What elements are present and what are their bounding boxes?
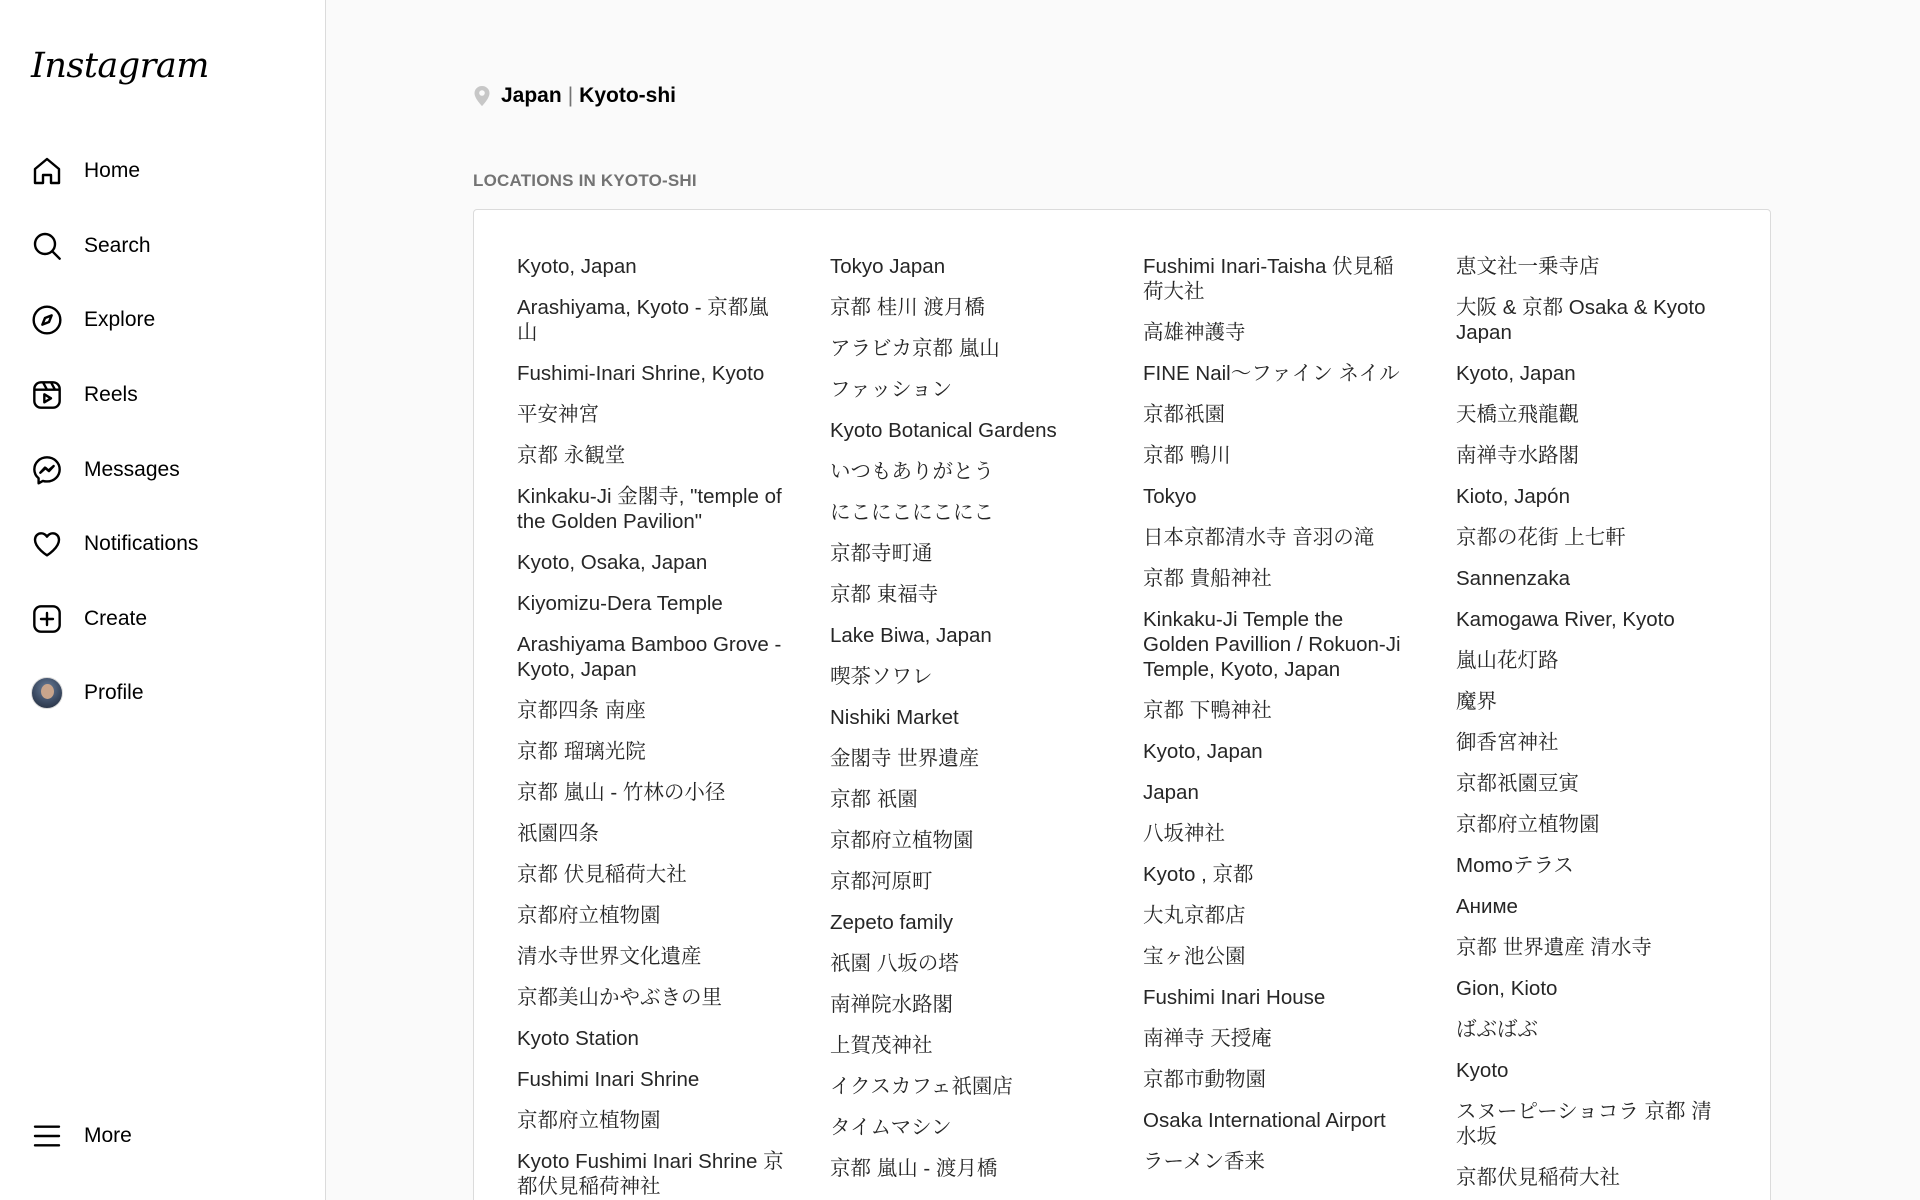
location-link[interactable]: 京都美山かやぶきの里	[517, 986, 722, 1009]
sidebar	[0, 0, 326, 1200]
location-link[interactable]: 南禅寺 天授庵	[1143, 1027, 1272, 1050]
location-link[interactable]: ラーメン香来	[1143, 1150, 1265, 1173]
location-link[interactable]: にこにこにこにこ	[830, 501, 994, 524]
location-link[interactable]: Arashiyama, Kyoto - 京都嵐山	[517, 296, 769, 344]
location-link[interactable]: 嵐山花灯路	[1456, 649, 1559, 672]
heart-icon	[30, 527, 64, 561]
location-link[interactable]: ばぶばぶ	[1456, 1018, 1538, 1041]
location-link[interactable]: Kyoto, Osaka, Japan	[517, 551, 708, 574]
location-link[interactable]: Kyoto , 京都	[1143, 863, 1254, 886]
location-link[interactable]: Fushimi Inari-Taisha 伏見稲荷大社	[1143, 255, 1394, 303]
location-link[interactable]: タイムマシン	[830, 1116, 952, 1139]
location-link[interactable]: 京都 世界遺産 清水寺	[1456, 936, 1652, 959]
location-link[interactable]: 京都祇園豆寅	[1456, 772, 1579, 795]
location-link[interactable]: Sannenzaka	[1456, 567, 1570, 590]
location-link[interactable]: 京都祇園	[1143, 403, 1225, 426]
location-link[interactable]: ファッション	[830, 378, 953, 401]
location-link[interactable]: 京都河原町	[830, 870, 933, 893]
location-link[interactable]: 金閣寺 世界遺産	[830, 747, 980, 770]
location-link[interactable]: 京都 東福寺	[830, 583, 939, 606]
breadcrumb-separator: |	[567, 84, 574, 107]
location-link[interactable]: 上賀茂神社	[830, 1034, 933, 1057]
locations-column-2	[830, 254, 1100, 1197]
location-link[interactable]: 京都 嵐山 - 竹林の小径	[517, 781, 726, 804]
location-link[interactable]: スヌーピーショコラ 京都 清水坂	[1456, 1100, 1712, 1148]
location-link[interactable]: 祇園四条	[517, 822, 599, 845]
location-link[interactable]: Kyoto, Japan	[517, 255, 637, 278]
location-link[interactable]: 京都 桂川 渡月橋	[830, 296, 985, 319]
location-link[interactable]: Fushimi Inari Shrine	[517, 1068, 700, 1091]
plus-square-icon	[30, 602, 64, 636]
sidebar-item-label: Create	[84, 607, 148, 630]
location-link[interactable]: 日本京都清水寺 音羽の滝	[1143, 526, 1375, 549]
locations-column-1	[517, 254, 787, 1200]
location-link[interactable]: 京都府立植物園	[1456, 813, 1600, 836]
location-link[interactable]: 京都 瑠璃光院	[517, 740, 646, 763]
sidebar-item-label: More	[84, 1124, 132, 1147]
locations-column-4	[1456, 254, 1726, 1200]
location-link[interactable]: 京都府立植物園	[517, 1109, 661, 1132]
location-link[interactable]: 京都 伏見稲荷大社	[517, 863, 687, 886]
location-link[interactable]: 京都 嵐山 - 渡月橋	[830, 1157, 998, 1180]
location-link[interactable]: Gion, Kioto	[1456, 977, 1558, 1000]
page-title	[473, 84, 676, 108]
sidebar-item-explore[interactable]	[16, 292, 310, 348]
sidebar-item-label: Search	[84, 234, 151, 257]
sidebar-item-search[interactable]	[16, 218, 310, 274]
search-icon	[30, 229, 64, 263]
location-link[interactable]: 高雄神護寺	[1143, 321, 1246, 344]
sidebar-item-label: Notifications	[84, 532, 199, 555]
location-link[interactable]: 大阪 & 京都 Osaka & Kyoto Japan	[1456, 296, 1706, 344]
sidebar-item-label: Profile	[84, 681, 144, 704]
location-link[interactable]: 京都 永観堂	[517, 444, 626, 467]
location-link[interactable]: 御香宮神社	[1456, 731, 1559, 754]
section-title: LOCATIONS IN KYOTO-SHI	[473, 171, 697, 190]
location-link[interactable]: 清水寺世界文化遺産	[517, 945, 702, 968]
location-link[interactable]: FINE Nail〜ファイン ネイル	[1143, 362, 1400, 385]
location-link[interactable]: Fushimi Inari House	[1143, 986, 1326, 1009]
location-link[interactable]: Kyoto Botanical Gardens	[830, 419, 1057, 442]
sidebar-item-messages[interactable]	[16, 442, 310, 498]
location-link[interactable]: Kiyomizu-Dera Temple	[517, 592, 723, 615]
avatar-icon	[30, 676, 64, 710]
location-link[interactable]: 京都の花街 上七軒	[1456, 526, 1626, 549]
sidebar-item-label: Home	[84, 159, 141, 182]
location-link[interactable]: Kinkaku-Ji 金閣寺, "temple of the Golden Pavilion"	[517, 485, 782, 533]
sidebar-item-label: Explore	[84, 308, 156, 331]
location-link[interactable]: Аниме	[1456, 895, 1518, 918]
location-link[interactable]: Lake Biwa, Japan	[830, 624, 992, 647]
sidebar-item-label: Messages	[84, 458, 180, 481]
compass-icon	[30, 303, 64, 337]
location-link[interactable]: 京都府立植物園	[830, 829, 974, 852]
location-link[interactable]: Kyoto, Japan	[1143, 740, 1263, 763]
locations-panel	[473, 209, 1771, 1200]
breadcrumb-city: Kyoto-shi	[579, 84, 676, 107]
sidebar-item-more[interactable]	[16, 1108, 310, 1164]
location-link[interactable]: Kyoto Fushimi Inari Shrine 京都伏見稲荷神社	[517, 1150, 784, 1198]
location-link[interactable]: 京都市動物園	[1143, 1068, 1266, 1091]
location-link[interactable]: Kyoto Station	[517, 1027, 639, 1050]
location-link[interactable]: 大丸京都店	[1143, 904, 1246, 927]
location-link[interactable]: Japan	[1143, 781, 1199, 804]
sidebar-item-profile[interactable]	[16, 665, 310, 721]
sidebar-item-reels[interactable]	[16, 367, 310, 423]
location-link[interactable]: 京都四条 南座	[517, 699, 646, 722]
sidebar-item-create[interactable]	[16, 591, 310, 647]
location-link[interactable]: Kyoto	[1456, 1059, 1509, 1082]
sidebar-item-notifications[interactable]	[16, 516, 310, 572]
location-link[interactable]: 恵文社一乗寺店	[1456, 255, 1600, 278]
location-link[interactable]: 八坂神社	[1143, 822, 1225, 845]
location-link[interactable]: Tokyo	[1143, 485, 1197, 508]
location-link[interactable]: Kyoto, Japan	[1456, 362, 1576, 385]
location-link[interactable]: 京都 鴨川	[1143, 444, 1231, 467]
location-link[interactable]: アラビカ京都 嵐山	[830, 337, 1000, 360]
location-link[interactable]: 天橋立飛龍觀	[1456, 403, 1579, 426]
location-link[interactable]: 京都伏見稲荷大社	[1456, 1166, 1620, 1189]
location-link[interactable]: 京都 下鴨神社	[1143, 699, 1272, 722]
location-link[interactable]: 平安神宮	[517, 403, 599, 426]
location-link[interactable]: Fushimi-Inari Shrine, Kyoto	[517, 362, 765, 385]
location-link[interactable]: Tokyo Japan	[830, 255, 946, 278]
location-link[interactable]: イクスカフェ祇園店	[830, 1075, 1013, 1098]
location-link[interactable]: 京都府立植物園	[517, 904, 661, 927]
hamburger-menu-icon	[30, 1119, 64, 1153]
location-pin-icon	[473, 85, 491, 107]
location-link[interactable]: 祇園 八坂の塔	[830, 952, 959, 975]
location-link[interactable]: 京都寺町通	[830, 542, 933, 565]
sidebar-item-home[interactable]	[16, 143, 310, 199]
location-link[interactable]: Osaka International Airport	[1143, 1109, 1386, 1132]
location-link[interactable]: 宝ヶ池公園	[1143, 945, 1246, 968]
location-link[interactable]: Nishiki Market	[830, 706, 959, 729]
messenger-icon	[30, 453, 64, 487]
location-link[interactable]: Kioto, Japón	[1456, 485, 1570, 508]
locations-column-3	[1143, 254, 1413, 1190]
location-link[interactable]: いつもありがとう	[830, 460, 994, 483]
location-link[interactable]: Zepeto family	[830, 911, 954, 934]
location-link[interactable]: 南禅寺水路閣	[1456, 444, 1579, 467]
home-icon	[30, 154, 64, 188]
location-link[interactable]: Momoテラス	[1456, 854, 1574, 877]
avatar	[31, 677, 63, 709]
location-link[interactable]: 京都 貴船神社	[1143, 567, 1272, 590]
location-link[interactable]: Kamogawa River, Kyoto	[1456, 608, 1675, 631]
instagram-logo[interactable]: Instagram	[31, 46, 209, 86]
location-link[interactable]: 京都 祇園	[830, 788, 918, 811]
location-link[interactable]: Arashiyama Bamboo Grove - Kyoto, Japan	[517, 633, 782, 681]
breadcrumb-country[interactable]: Japan	[501, 84, 562, 107]
sidebar-item-label: Reels	[84, 383, 138, 406]
location-link[interactable]: Kinkaku-Ji Temple the Golden Pavillion / Rokuon-Ji Temple, Kyoto, Japan	[1143, 608, 1401, 681]
reels-icon	[30, 378, 64, 412]
location-link[interactable]: 南禅院水路閣	[830, 993, 953, 1016]
location-link[interactable]: 喫茶ソワレ	[830, 665, 933, 688]
location-link[interactable]: 魔界	[1456, 690, 1497, 713]
